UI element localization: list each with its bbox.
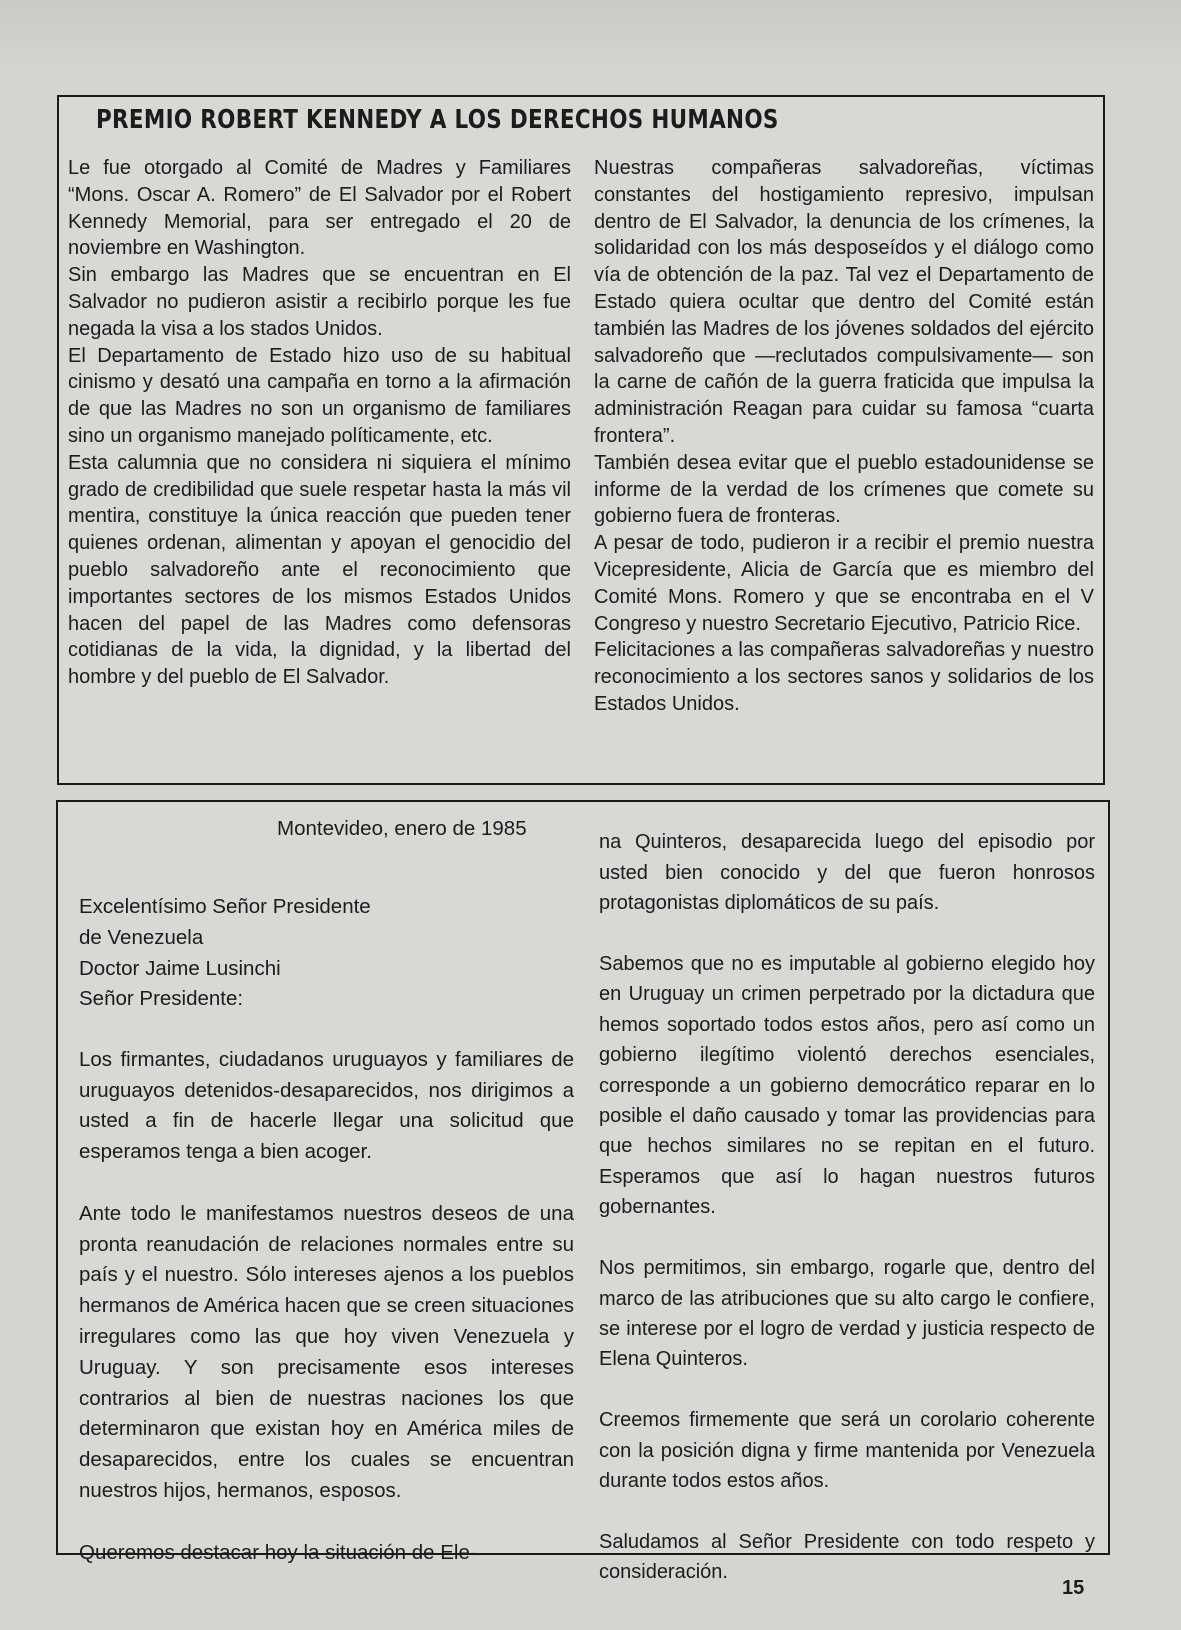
letter-paragraph: Creemos firmemente que será un corolario coherente con la posición digna y firme mantenida por Venezuela durante todos estos años. (599, 1409, 1095, 1492)
article-left-column: Le fue otorgado al Comité de Madres y Familiares “Mons. Oscar A. Romero” de El Salvador por el Robert Kennedy Memorial, para ser entregado el 20 de noviembre en Washington. Sin embargo las Madres que se encuentran en El Salvador no pudieron asistir a recibirlo porque les fue negada la visa a los stados Unidos. El Departamento de Estado hizo uso de su habitual cinismo y desató una campaña en torno a la afirmación de que las Madres no son un organismo de familiares sino un organismo manejado políticamente, etc. Esta calumnia que no considera ni siquiera el mínimo grado de credibilidad que suele respetar hasta la más vil mentira, constituye la única reacción que pueden tener quienes ordenan, alimentan y apoyan el genocidio del pueblo salvadoreño ante el reconocimiento que importantes sectores de los mismos Estados Unidos hacen del papel de las Madres como defensoras cotidianas de la vida, la dignidad, y la libertad del hombre y del pueblo de El Salvador. (68, 157, 571, 689)
letter-paragraph: Saludamos al Señor Presidente con todo respeto y consideración. (599, 1530, 1095, 1584)
letter-right-column (599, 797, 1095, 1618)
letter-to-president-venezuela (56, 800, 1110, 1584)
page-top-band (0, 0, 1181, 70)
letter-paragraph: Ante todo le manifestamos nuestros deseos de una pronta reanudación de relaciones normales entre su país y el nuestro. Sólo intereses ajenos a los pueblos hermanos de América hacen que se creen situaciones irregulares como las que hoy viven Venezuela y Uruguay. Y son precisamente esos intereses contrarios al bien de nuestras naciones los que determinaron que existan hoy en América miles de desaparecidos, entre los cuales se encuentran nuestros hijos, hermanos, esposos. (79, 1201, 574, 1502)
letter-salutation: Excelentísimo Señor Presidente de Venezuela Doctor Jaime Lusinchi Señor Presidente: (79, 895, 371, 1011)
article-robert-kennedy-prize (57, 95, 1105, 785)
letter-paragraph: Los firmantes, ciudadanos uruguayos y familiares de uruguayos detenidos-desaparecidos, nos dirigimos a usted a fin de hacerle llegar una solicitud que esperamos tenga a bien acoger. (79, 1047, 574, 1164)
page-number: 15 (1062, 1577, 1085, 1599)
letter-body-left (79, 1014, 574, 1599)
letter-paragraph: Nos permitimos, sin embargo, rogarle que, dentro del marco de las atribuciones que su alto cargo le confiere, se interese por el logro de verdad y justicia respecto de Elena Quinteros. (599, 1257, 1095, 1371)
letter-paragraph: Sabemos que no es imputable al gobierno elegido hoy en Uruguay un crimen perpetrado por la dictadura que hemos soportado todos estos años, pero así como un gobierno ilegítimo violentó derechos esenciales, corresponde a un gobierno democrático reparar en lo posible el daño causado y tomar las providencias para que hechos similares no se repitan en el futuro. Esperamos que así lo hagan nuestros futuros gobernantes. (599, 953, 1095, 1219)
article-right-column: Nuestras compañeras salvadoreñas, víctimas constantes del hostigamiento represivo, impulsan dentro de El Salvador, la denuncia de los crímenes, la solidaridad con los más desposeídos y el diálogo como vía de obtención de la paz. Tal vez el Departamento de Estado quiera ocultar que dentro del Comité están también las Madres de los jóvenes soldados del ejército salvadoreño que —reclutados compulsivamente— son la carne de cañón de la guerra fraticida que impulsa la administración Reagan para cuidar su famosa “cuarta frontera”. También desea evitar que el pueblo estadounidense se informe de la verdad de los crímenes que comete su gobierno fuera de fronteras. A pesar de todo, pudieron ir a recibir el premio nuestra Vicepresidente, Alicia de García que es miembro del Comité Mons. Romero y que se encontraba en el V Congreso y nuestro Secretario Ejecutivo, Patricio Rice. Felicitaciones a las compañeras salvadoreñas y nuestro reconocimiento a los sectores sanos y solidarios de los Estados Unidos. (594, 157, 1094, 715)
letter-paragraph: Queremos destacar hoy la situación de Ele- (79, 1540, 477, 1564)
letter-left-column (79, 802, 574, 1564)
letter-paragraph: na Quinteros, desaparecida luego del episodio por usted bien conocido y del que fueron honrosos protagonistas diplomáticos de su país. (599, 831, 1095, 915)
article-title: PREMIO ROBERT KENNEDY A LOS DERECHOS HUMANOS (96, 105, 779, 135)
letter-date: Montevideo, enero de 1985 (277, 817, 527, 840)
